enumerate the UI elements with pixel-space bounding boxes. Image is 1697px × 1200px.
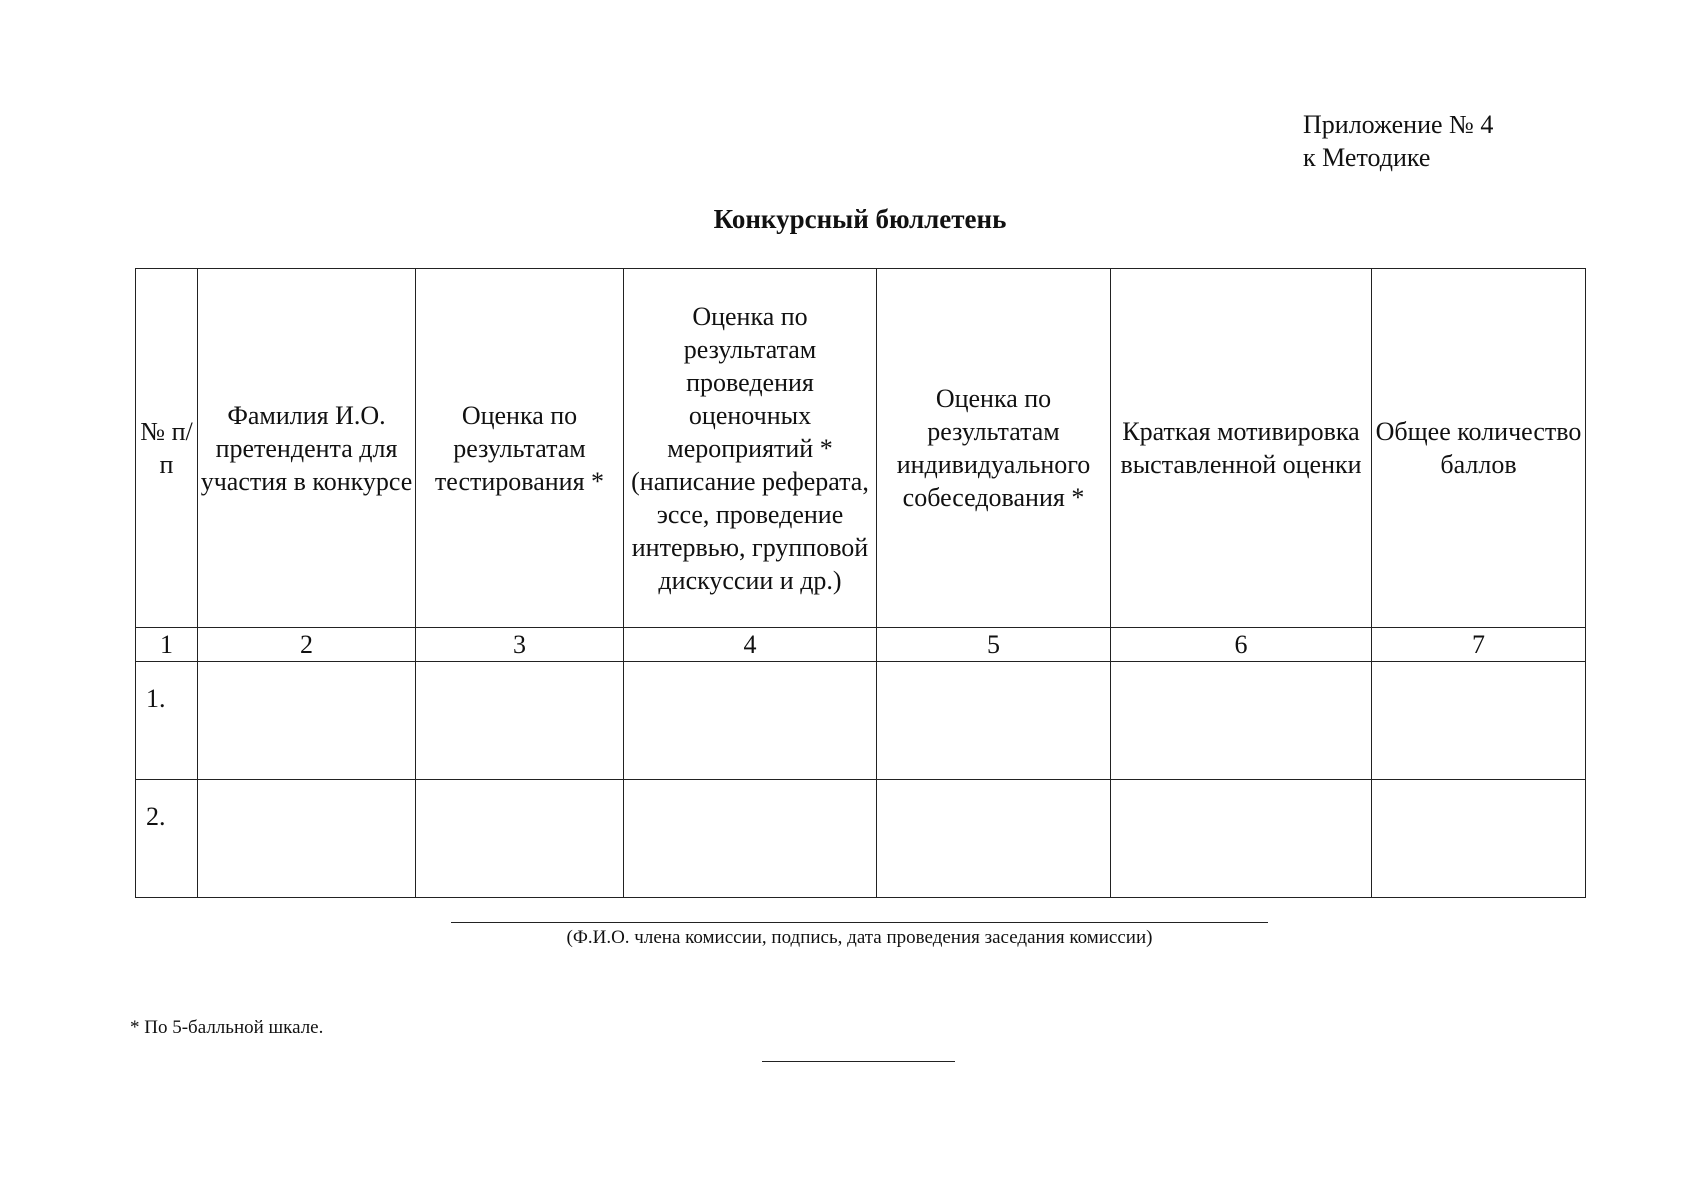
table-cell (1372, 662, 1586, 780)
signature-line (451, 922, 1268, 923)
column-number: 1 (136, 628, 198, 662)
appendix-reference (1303, 108, 1493, 174)
column-number: 7 (1372, 628, 1586, 662)
table-cell (624, 780, 877, 898)
table-cell (624, 662, 877, 780)
row-number: 1. (136, 662, 198, 780)
appendix-methodology: к Методике (1303, 143, 1431, 172)
column-number-row (136, 628, 1586, 662)
header-candidate-name: Фамилия И.О. претендента для участия в конкурсе (198, 269, 416, 628)
header-motivation: Краткая мотивировка выставленной оценки (1111, 269, 1372, 628)
signature-caption: (Ф.И.О. члена комиссии, подпись, дата проведения заседания комиссии) (566, 927, 1153, 948)
ballot-table (135, 268, 1586, 898)
column-number: 4 (624, 628, 877, 662)
column-number: 2 (198, 628, 416, 662)
column-number: 3 (416, 628, 624, 662)
table-cell (416, 662, 624, 780)
table-row (136, 662, 1586, 780)
footnote: * По 5-балльной шкале. (130, 1017, 324, 1038)
row-number: 2. (136, 780, 198, 898)
header-assessment-score: Оценка по результатам проведения оценочных мероприятий * (написание реферата, эссе, проведение интервью, групповой дискуссии и др.) (624, 269, 877, 628)
table-cell (198, 662, 416, 780)
header-interview-score: Оценка по результатам индивидуального собеседования * (877, 269, 1111, 628)
header-testing-score: Оценка по результатам тестирования * (416, 269, 624, 628)
table-cell (1372, 780, 1586, 898)
table-row (136, 780, 1586, 898)
table-cell (1111, 780, 1372, 898)
table-header-row (136, 269, 1586, 628)
end-divider (762, 1061, 955, 1062)
table-cell (1111, 662, 1372, 780)
table-cell (198, 780, 416, 898)
header-total-score: Общее количество баллов (1372, 269, 1586, 628)
table-cell (877, 780, 1111, 898)
document-title: Конкурсный бюллетень (713, 204, 1007, 234)
table-cell (416, 780, 624, 898)
table-cell (877, 662, 1111, 780)
column-number: 5 (877, 628, 1111, 662)
appendix-number: Приложение № 4 (1303, 110, 1494, 139)
column-number: 6 (1111, 628, 1372, 662)
header-number: № п/п (136, 269, 198, 628)
